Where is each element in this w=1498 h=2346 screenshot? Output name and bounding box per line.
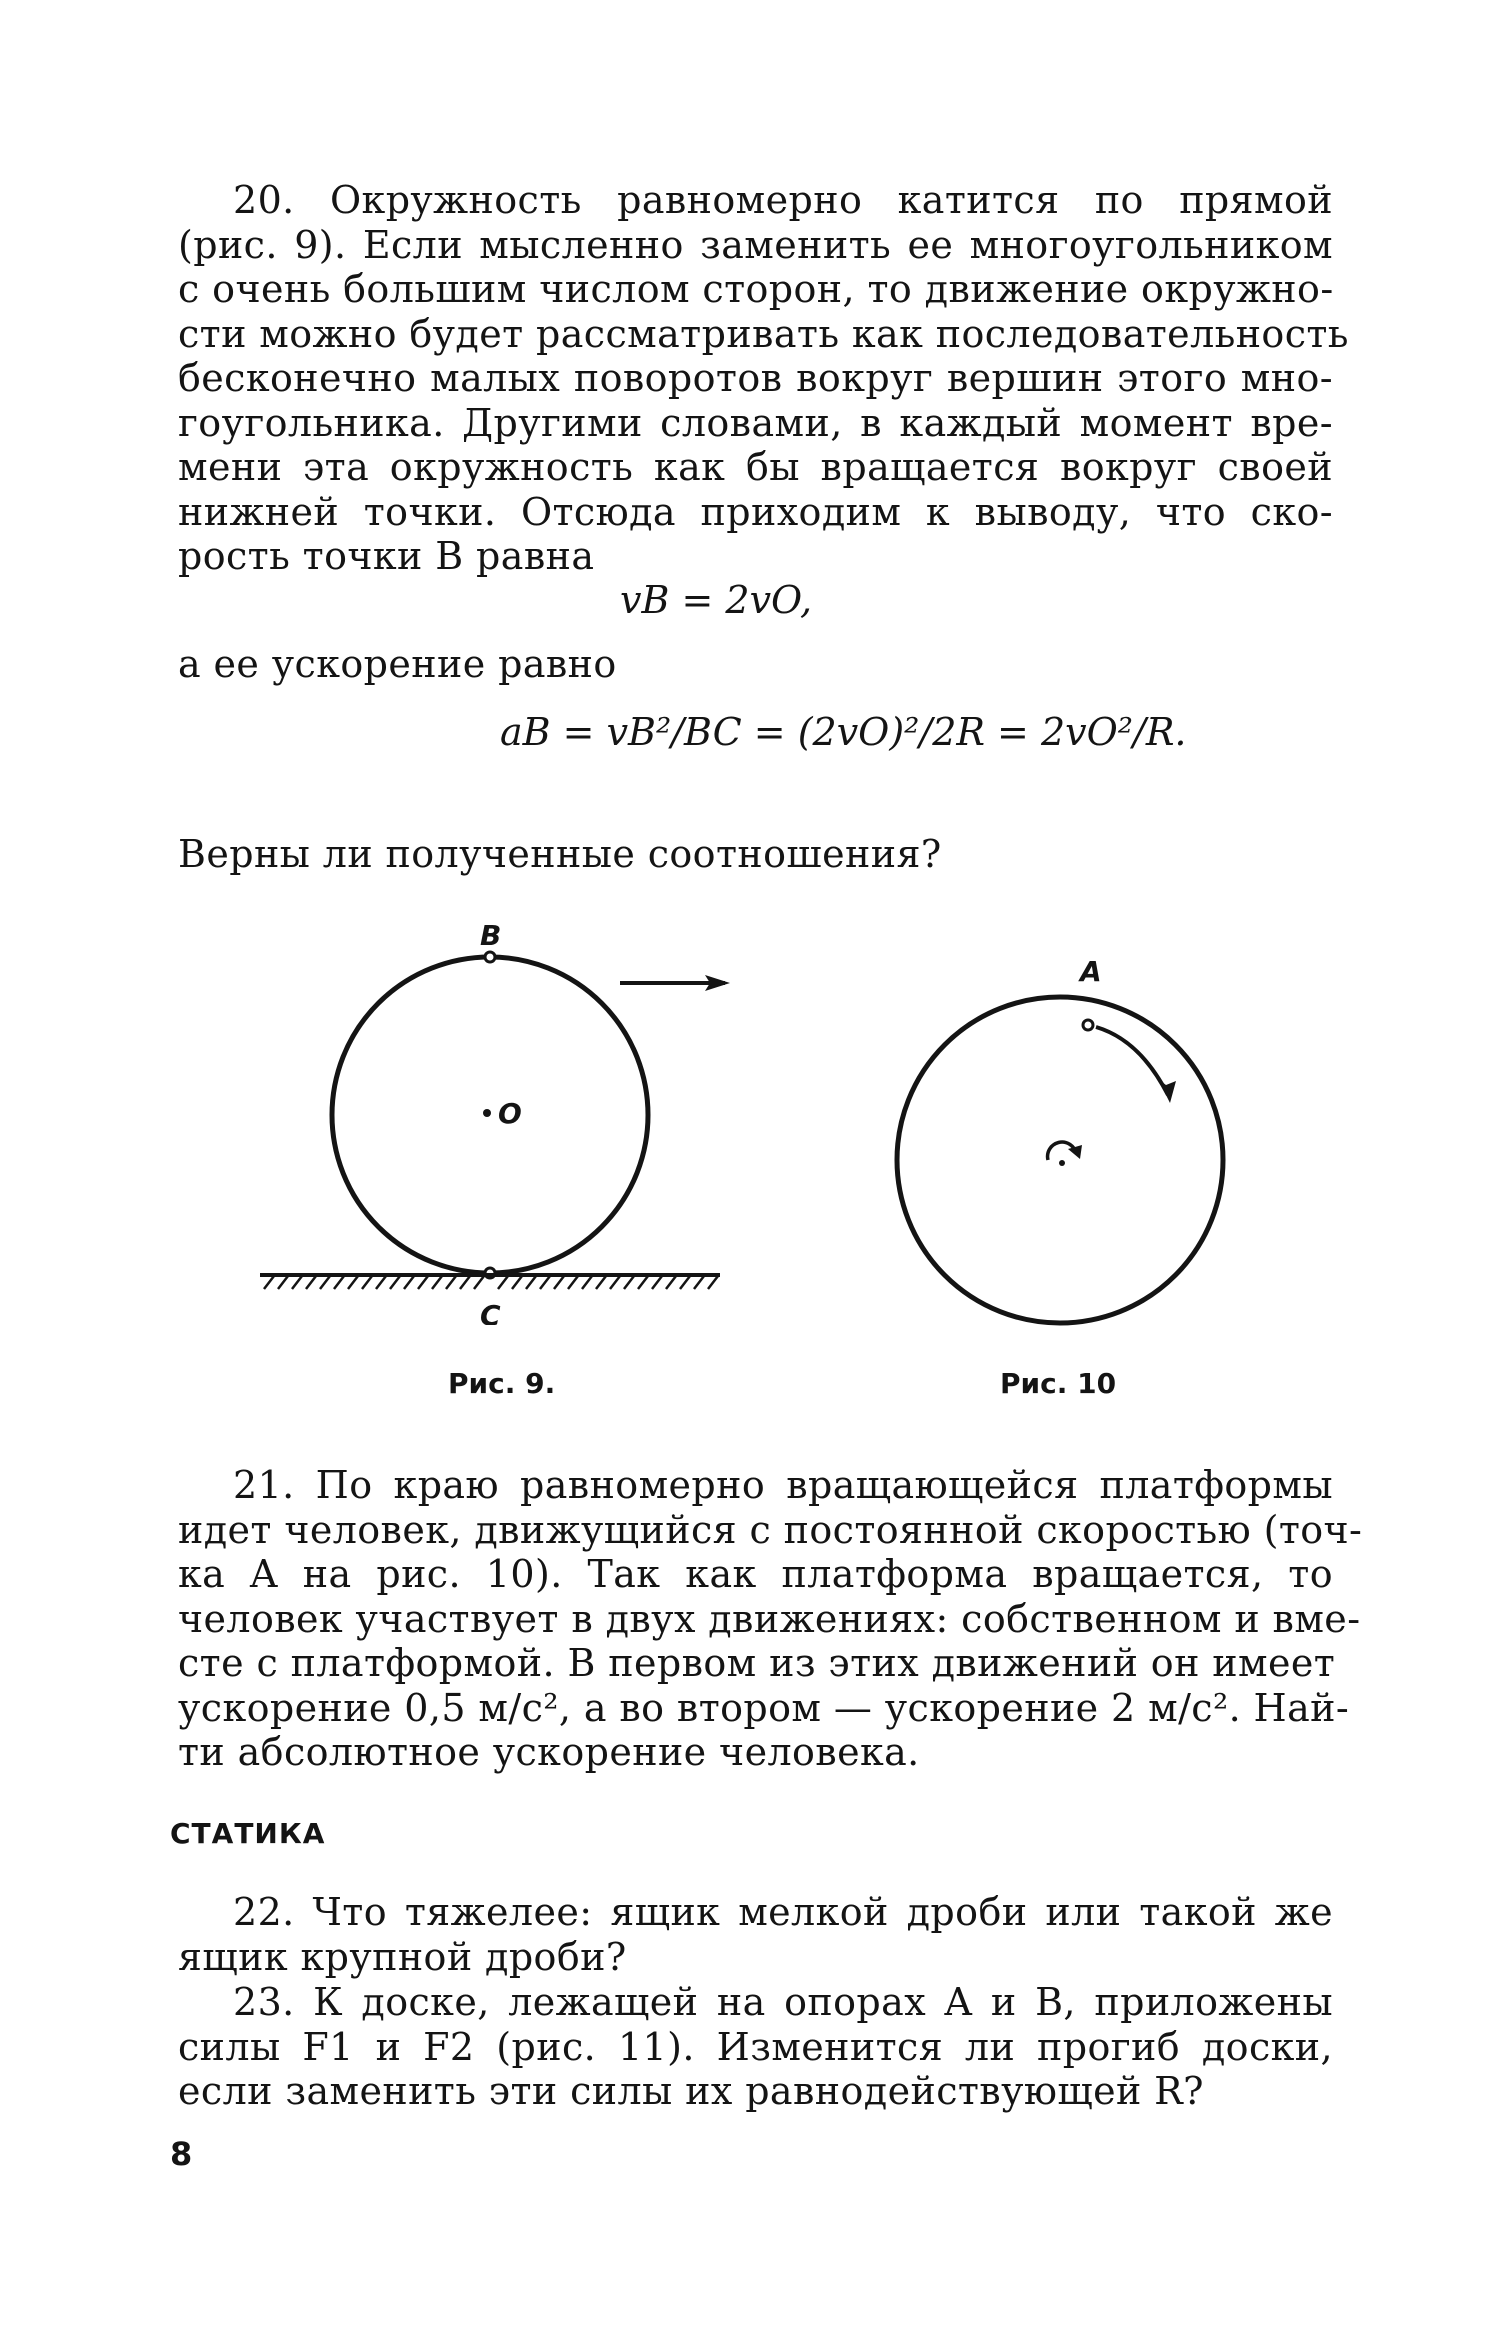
- problem-21-line: человек участвует в двух движениях: собственном и вме-: [178, 1596, 1361, 1641]
- problem-21-line: сте с платформой. В первом из этих движений он имеет: [178, 1641, 1336, 1685]
- page-number: 8: [170, 2135, 193, 2173]
- problem-23: [178, 1980, 1333, 2114]
- problem-20-line: (рис. 9). Если мысленно заменить ее многоугольником: [178, 222, 1333, 267]
- problem-22-line: ящик крупной дроби?: [178, 1934, 627, 1979]
- point-a: [1083, 1020, 1093, 1030]
- figure-9: [250, 905, 750, 1325]
- problem-23-line: силы F1 и F2 (рис. 11). Изменится ли прогиб доски,: [178, 2024, 1333, 2069]
- platform-circle: [897, 997, 1223, 1323]
- problem-23-line: 23. К доске, лежащей на опорах A и B, приложены: [233, 1980, 1333, 2024]
- motion-arc: [1096, 1027, 1168, 1095]
- problem-20-line: а ее ускорение равно: [178, 642, 617, 686]
- problem-21-line: ти абсолютное ускорение человека.: [178, 1730, 920, 1774]
- caption-fig-10: Рис. 10: [1000, 1367, 1117, 1400]
- motion-arrow-head: [1158, 1079, 1176, 1103]
- problem-20-line: гоугольника. Другими словами, в каждый момент вре-: [178, 400, 1333, 445]
- rotation-arrow-head: [1068, 1145, 1082, 1159]
- label-a: A: [1080, 955, 1102, 988]
- problem-22: [178, 1890, 1333, 1979]
- problem-20-line: рость точки B равна: [178, 534, 595, 578]
- problem-20-line: 20. Окружность равномерно катится по прямой: [233, 178, 1333, 222]
- problem-20-line: бесконечно малых поворотов вокруг вершин этого мно-: [178, 356, 1333, 400]
- problem-21-line: ка A на рис. 10). Так как платформа вращается, то: [178, 1552, 1333, 1596]
- figure-10: [870, 945, 1270, 1345]
- problem-21-line: 21. По краю равномерно вращающейся платформы: [233, 1463, 1333, 1507]
- formula-vb: vB = 2vO,: [620, 578, 813, 622]
- problem-21-line: ускорение 0,5 м/с², а во втором — ускорение 2 м/с². Най-: [178, 1685, 1350, 1730]
- problem-23-line: если заменить эти силы их равнодействующей R?: [178, 2069, 1204, 2113]
- section-title: СТАТИКА: [170, 1817, 326, 1850]
- problem-20-line: с очень большим числом сторон, то движение окружно-: [178, 267, 1334, 311]
- problem-20-question: [178, 832, 1333, 877]
- problem-20-line: нижней точки. Отсюда приходим к выводу, что ско-: [178, 489, 1333, 534]
- problem-20-line: сти можно будет рассматривать как последовательность: [178, 311, 1349, 356]
- formula-ab: aB = vB²/BC = (2vO)²/2R = 2vO²/R.: [500, 710, 1187, 754]
- point-b: [485, 952, 495, 962]
- label-o: O: [498, 1097, 522, 1130]
- problem-21-line: идет человек, движущийся с постоянной скоростью (точ-: [178, 1507, 1363, 1552]
- center-dot: [483, 1109, 491, 1117]
- problem-21: [178, 1463, 1363, 1775]
- problem-20-cont: [178, 642, 1333, 687]
- problem-20-line: мени эта окружность как бы вращается вокруг своей: [178, 445, 1333, 489]
- label-c: C: [480, 1299, 501, 1325]
- problem-22-line: 22. Что тяжелее: ящик мелкой дроби или такой же: [233, 1890, 1333, 1934]
- question-line: Верны ли полученные соотношения?: [178, 832, 942, 876]
- platform-center: [1059, 1160, 1065, 1166]
- caption-fig-9: Рис. 9.: [448, 1367, 556, 1400]
- label-b: B: [480, 919, 502, 952]
- problem-20: [178, 178, 1349, 579]
